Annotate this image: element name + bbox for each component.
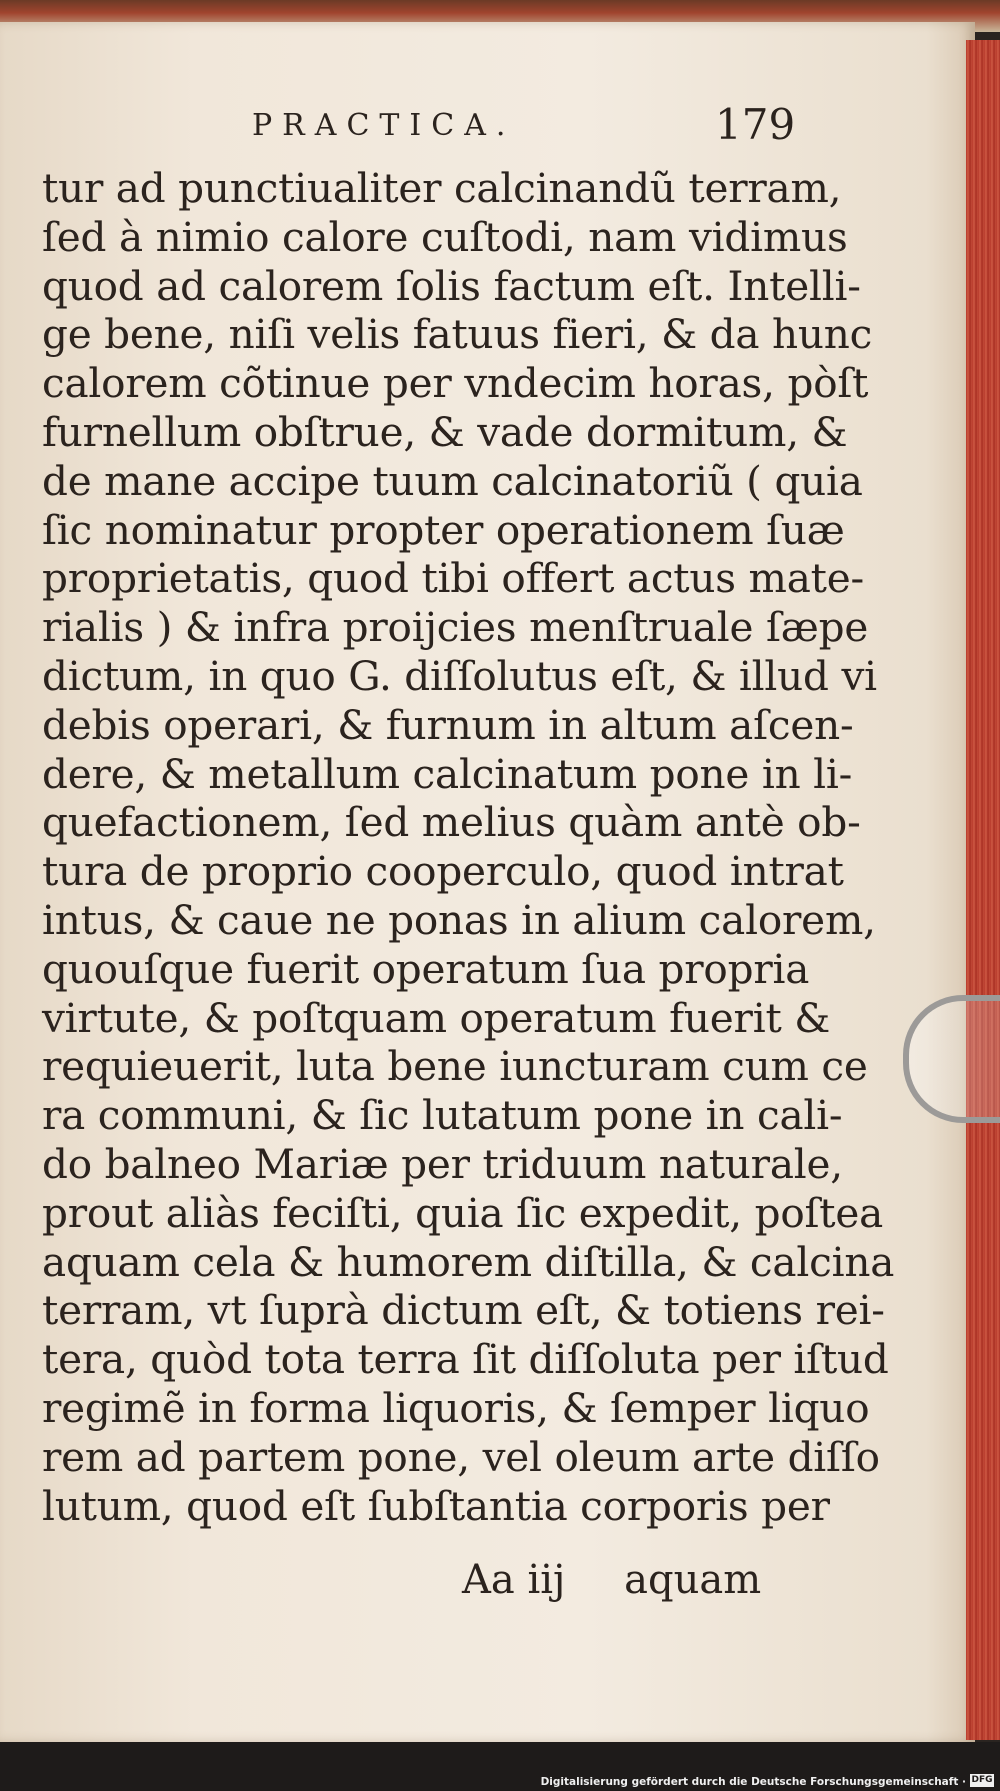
text-line: requieuerit, luta bene iuncturam cum ce [42,1042,868,1091]
dfg-logo: DFG [971,1775,993,1785]
text-line: debis operari, & furnum in altum aſcen- [42,700,854,749]
text-line: tura de proprio cooperculo, quod intrat [42,847,844,896]
text-line: ge bene, niſi velis fatuus fieri, & da hunc [42,310,873,359]
text-line: terram, vt ſuprà dictum eſt, & totiens rei- [42,1286,885,1335]
page-number: 179 [715,100,796,149]
text-line: proprietatis, quod tibi offert actus mate- [42,554,864,603]
text-line: virtute, & poſtquam operatum fuerit & [42,993,831,1042]
page-footer [462,1557,761,1603]
digitization-credit: Digitalisierung gefördert durch die Deutsche Forschungsgemeinschaft · [540,1776,966,1788]
text-line: ſic nominatur propter operationem ſuæ [42,505,845,554]
text-line: prout aliàs feciſti, quia ſic expedit, poſtea [42,1188,884,1237]
text-line: de mane accipe tuum calcinatoriũ ( quia [42,456,863,505]
text-line: rialis ) & infra proijcies menſtruale ſæpe [42,603,869,652]
text-line: intus, & caue ne ponas in alium calorem, [42,895,876,944]
text-line: quefactionem, ſed melius quàm antè ob- [42,798,861,847]
running-head: PRACTICA. [252,108,516,143]
text-line: furnellum obſtrue, & vade dormitum, & [42,407,848,456]
text-line: calorem cõtinue per vndecim horas, pòſt [42,359,869,408]
text-line: dere, & metallum calcinatum pone in li- [42,749,853,798]
text-line: tera, quòd tota terra ſit diſſoluta per iſtud [42,1335,889,1384]
text-line: rem ad partem pone, vel oleum arte diſſo [42,1432,880,1481]
catchword: aquam [624,1557,762,1603]
text-line: aquam cela & humorem diſtilla, & calcina [42,1237,895,1286]
text-line: dictum, in quo G. diſſolutus eſt, & illud vi [42,651,877,700]
text-line: quouſque fuerit operatum ſua propria [42,944,810,993]
text-line: tur ad punctiualiter calcinandũ terram, [42,164,842,212]
text-line: ſed à nimio calore cuſtodi, nam vidimus [42,212,848,261]
book-page [0,22,975,1742]
text-line: ra communi, & ſic lutatum pone in cali- [42,1091,843,1140]
text-line: do balneo Mariæ per triduum naturale, [42,1139,843,1188]
text-line: lutum, quod eſt ſubſtantia corporis per [42,1481,830,1530]
signature-mark: Aa iij [462,1557,566,1603]
text-line: regimẽ in forma liquoris, & ſemper liquo [42,1383,870,1432]
text-line: quod ad calorem ſolis factum eſt. Intelli- [42,261,861,310]
body-text [42,164,895,1530]
red-fore-edge [966,40,1000,1740]
